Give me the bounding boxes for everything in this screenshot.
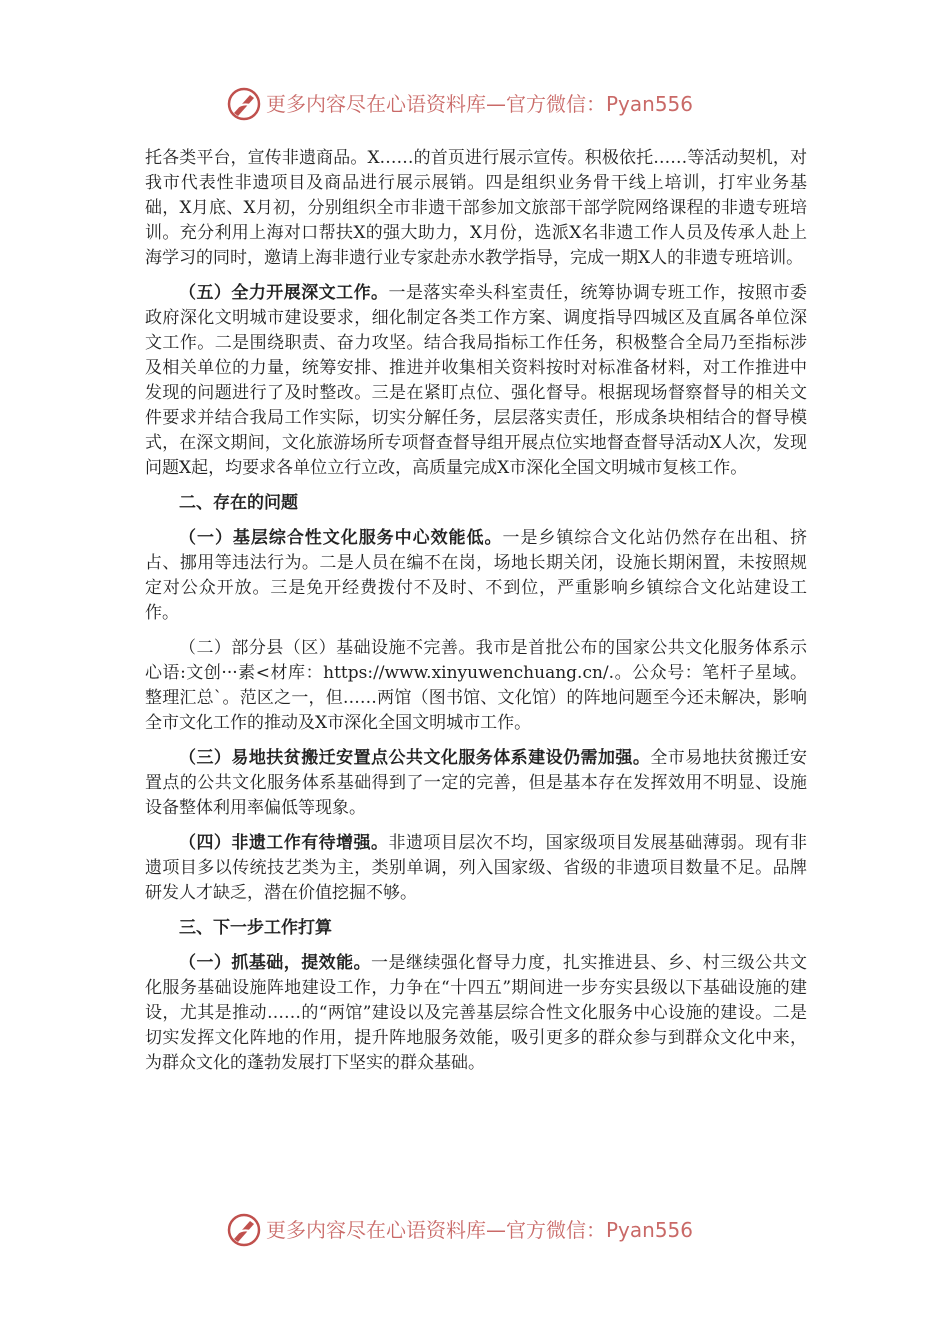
paragraph: （二）部分县（区）基础设施不完善。我市是首批公布的国家公共文化服务体系示心语:文创···素<材库：https://www.xinyuwenchuang.cn/.。公众号：笔杆子星域。整理汇总`。范区之一，但……两馆（图书馆、文化馆）的阵地问题至今还未解决，影响全市文化工作的推动及X市深化全国文明城市工作。 xyxy=(145,638,807,733)
footer-banner xyxy=(0,1210,950,1250)
paragraph: （一）基层综合性文化服务中心效能低。一是乡镇综合文化站仍然存在出租、挤占、挪用等违法行为。二是人员在编不在岗，场地长期关闭，设施长期闲置，未按照规定对公众开放。三是免开经费拨付不及时、不到位，严重影响乡镇综合文化站建设工作。 xyxy=(145,528,808,623)
paragraph: （一）抓基础，提效能。一是继续强化督导力度，扎实推进县、乡、村三级公共文化服务基础设施阵地建设工作，力争在“十四五”期间进一步夯实县级以下基础设施的建设，尤其是推动……的“两馆”建设以及完善基层综合性文化服务中心设施的建设。二是切实发挥文化阵地的作用，提升阵地服务效能，吸引更多的群众参与到群众文化中来，为群众文化的蓬勃发展打下坚实的群众基础。 xyxy=(145,953,808,1073)
paragraph: （五）全力开展深文工作。一是落实牵头科室责任，统筹协调专班工作，按照市委政府深化文明城市建设要求，细化制定各类工作方案、调度指导四城区及直属各单位深文工作。二是围绕职责、奋力攻坚。结合我局指标工作任务，积极整合全局乃至指标涉及相关单位的力量，统筹安排、推进并收集相关资料按时对标准备材料，对工作推进中发现的问题进行了及时整改。三是在紧盯点位、强化督导。根据现场督察督导的相关文件要求并结合我局工作实际，切实分解任务，层层落实责任，形成条块相结合的督导模式，在深文期间，文化旅游场所专项督查督导组开展点位实地督查督导活动X人次，发现问题X起，均要求各单位立行立改，高质量完成X市深化全国文明城市复核工作。 xyxy=(145,283,808,478)
paragraph: （四）非遗工作有待增强。非遗项目层次不均，国家级项目发展基础薄弱。现有非遗项目多以传统技艺类为主，类别单调，列入国家级、省级的非遗项目数量不足。品牌研发人才缺乏，潜在价值挖掘不够。 xyxy=(145,833,808,903)
banner-text: 更多内容尽在心语资料库—官方微信：Pyan556 xyxy=(266,92,694,116)
paragraph: （三）易地扶贫搬迁安置点公共文化服务体系建设仍需加强。全市易地扶贫搬迁安置点的公共文化服务体系基础得到了一定的完善，但是基本存在发挥效用不明显、设施设备整体利用率偏低等现象。 xyxy=(145,748,808,818)
paragraph: 托各类平台，宣传非遗商品。X……的首页进行展示宣传。积极依托……等活动契机，对我市代表性非遗项目及商品进行展示展销。四是组织业务骨干线上培训，打牢业务基础，X月底、X月初，分别组织全市非遗干部参加文旅部干部学院网络课程的非遗专班培训。充分利用上海对口帮扶X的强大助力，X月份，选派X名非遗工作人员及传承人赴上海学习的同时，邀请上海非遗行业专家赴赤水教学指导，完成一期X人的非遗专班培训。 xyxy=(145,148,807,268)
section-heading: 三、下一步工作打算 xyxy=(179,918,332,938)
pen-logo-icon xyxy=(226,86,262,122)
section-heading: 二、存在的问题 xyxy=(179,493,298,513)
pen-logo-icon xyxy=(226,1212,262,1248)
header-banner xyxy=(0,84,950,124)
document-body xyxy=(145,146,807,1076)
banner-text: 更多内容尽在心语资料库—官方微信：Pyan556 xyxy=(266,1218,694,1242)
